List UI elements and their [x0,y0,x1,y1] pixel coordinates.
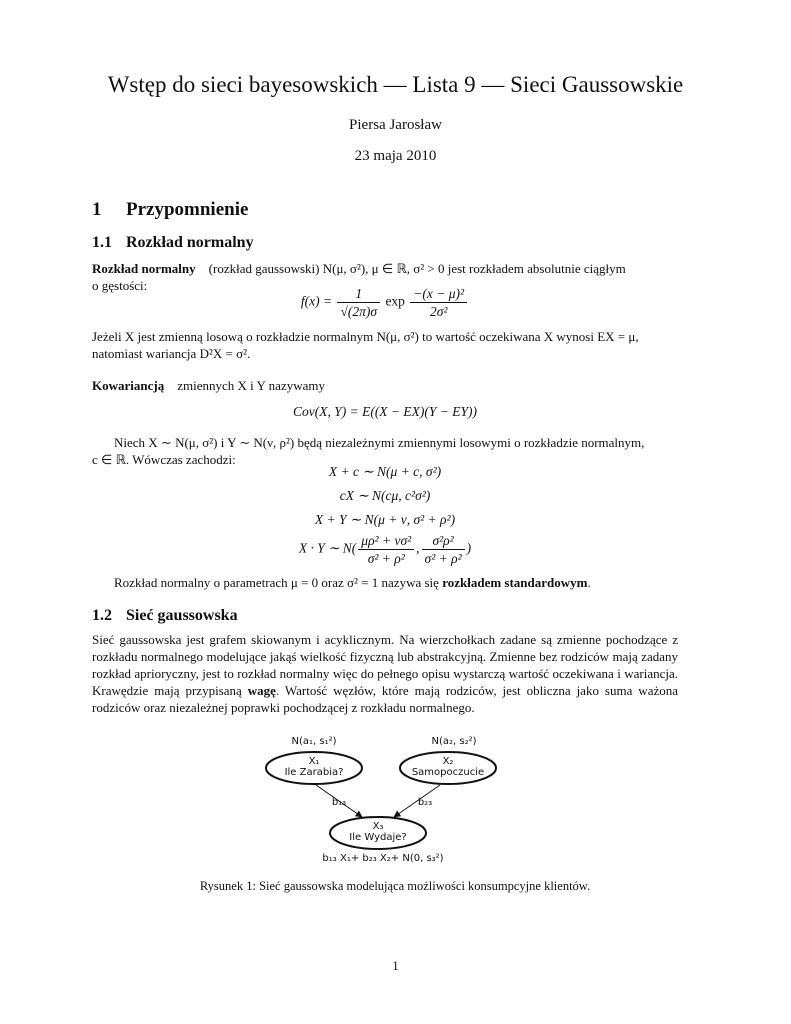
subsection-title: Rozkład normalny [126,234,254,251]
fraction [358,533,414,566]
document-title: Wstęp do sieci bayesowskich — Lista 9 — Sieci Gaussowskie [107,72,684,97]
node3-variable: X₃ [372,821,384,832]
node3-formula: b₁₃ X₁+ b₂₃ X₂+ N(0, s₃²) [322,853,444,864]
numerator: σ²ρ² [422,533,465,550]
node2-label: Samopoczucie [411,767,485,778]
paragraph-independent [92,434,678,468]
equation-sum-variables: X + Y ∼ N(μ + ν, σ² + ρ²) [314,512,456,527]
paragraph-gaussian-network [92,631,678,716]
term-covariance: Kowariancją [92,378,165,393]
section-heading-1 [92,199,248,221]
denominator: σ² + ρ² [367,551,405,566]
fraction [337,286,380,319]
equation-density [92,286,678,319]
numerator: 1 [337,286,380,303]
text-body: . Wartość węzłów, które mają rodziców, jest obliczna jako suma ważona rodziców oraz niezależnej poprawki pochodzącej z rozkładu normalnego. [92,683,679,715]
section-title: Przypomnienie [126,199,249,220]
term-standard: rozkładem standardowym [442,575,588,590]
subsection-heading-1-1 [92,234,254,252]
denominator: √(2π)σ [340,304,378,319]
text-line: Niech X ∼ N(μ, σ²) i Y ∼ N(ν, ρ²) będą niezależnymi zmiennymi losowymi o rozkładzie normalnym, [114,435,645,450]
numerator: μρ² + νσ² [358,533,414,550]
term-weight: wagę [247,683,276,698]
equation-covariance: Cov(X, Y) = E((X − EX)(Y − EY)) [292,404,478,419]
edge1-weight-label: b₁₃ [331,797,347,808]
equation-sum-constant: X + c ∼ N(μ + c, σ²) [328,464,442,479]
paragraph-expectation [92,328,678,362]
node1-variable: X₁ [308,756,320,767]
term-normal-distribution: Rozkład normalny [92,261,196,276]
text-end: . [587,575,591,590]
text-line: c ∈ ℝ. Wówczas zachodzi: [92,452,236,467]
subsection-number: 1.1 [92,234,112,251]
node1-label: Ile Zarabia? [284,767,344,778]
subsection-title: Sieć gaussowska [126,607,238,624]
node2-variable: X₂ [442,756,454,767]
text-line: (rozkład gaussowski) N(μ, σ²), μ ∈ ℝ, σ² > 0 jest rozkładem absolutnie ciągłym [208,261,626,276]
page-number: 1 [392,958,399,973]
date: 23 maja 2010 [354,148,437,164]
eq-close: ) [466,540,472,556]
section-number: 1 [92,199,102,220]
node2-distribution: N(a₂, s₂²) [431,736,477,747]
edge2-weight-label: b₂₃ [417,797,433,808]
denominator: σ² + ρ² [424,551,462,566]
exp-label: exp [385,293,405,309]
text-line: o gęstości: [92,278,148,293]
equation-product [92,533,678,566]
text-line: natomiast wariancja D²X = σ². [92,346,251,361]
eq-comma: , [416,540,420,556]
author: Piersa Jarosław [349,117,442,133]
figure-caption: Rysunek 1: Sieć gaussowska modelująca możliwości konsumpcyjne klientów. [199,879,591,893]
text-body: Sieć gaussowska jest grafem skiowanym i acyklicznym. Na wierzchołkach zadane są zmienne pochodzące z rozkładu normalnego modelujące jakąś wielkość fizyczną lub abstrakcyjną. Zmienne bez rodziców mają zadany rozkład aprioryczny, jest to rozkład normalny więc do pełnego opisu wystarczą wartość oczekiwana i wariancja. Krawędzie mają przypisaną [92,632,678,698]
text-line: Rozkład normalny o parametrach μ = 0 oraz σ² = 1 nazywa się [114,575,439,590]
eq-lhs: f(x) = [300,293,333,309]
eq-lhs: X · Y ∼ N( [298,540,357,556]
text-line: Jeżeli X jest zmienną losową o rozkładzie normalnym N(μ, σ²) to wartość oczekiwana X wynosi EX = μ, [92,329,639,344]
denominator: 2σ² [429,304,448,319]
fraction [410,286,467,319]
equation-scalar-multiple: cX ∼ N(cμ, c²σ²) [339,488,431,503]
gaussian-network-diagram [0,728,791,873]
fraction [422,533,465,566]
subsection-heading-1-2 [92,607,238,625]
paragraph-standard [92,574,678,591]
node3-label: Ile Wydaje? [349,832,407,843]
text-line: zmiennych X i Y nazywamy [177,378,325,393]
node1-distribution: N(a₁, s₁²) [291,736,337,747]
paragraph-covariance [92,377,678,394]
numerator: −(x − μ)² [410,286,467,303]
subsection-number: 1.2 [92,607,112,624]
